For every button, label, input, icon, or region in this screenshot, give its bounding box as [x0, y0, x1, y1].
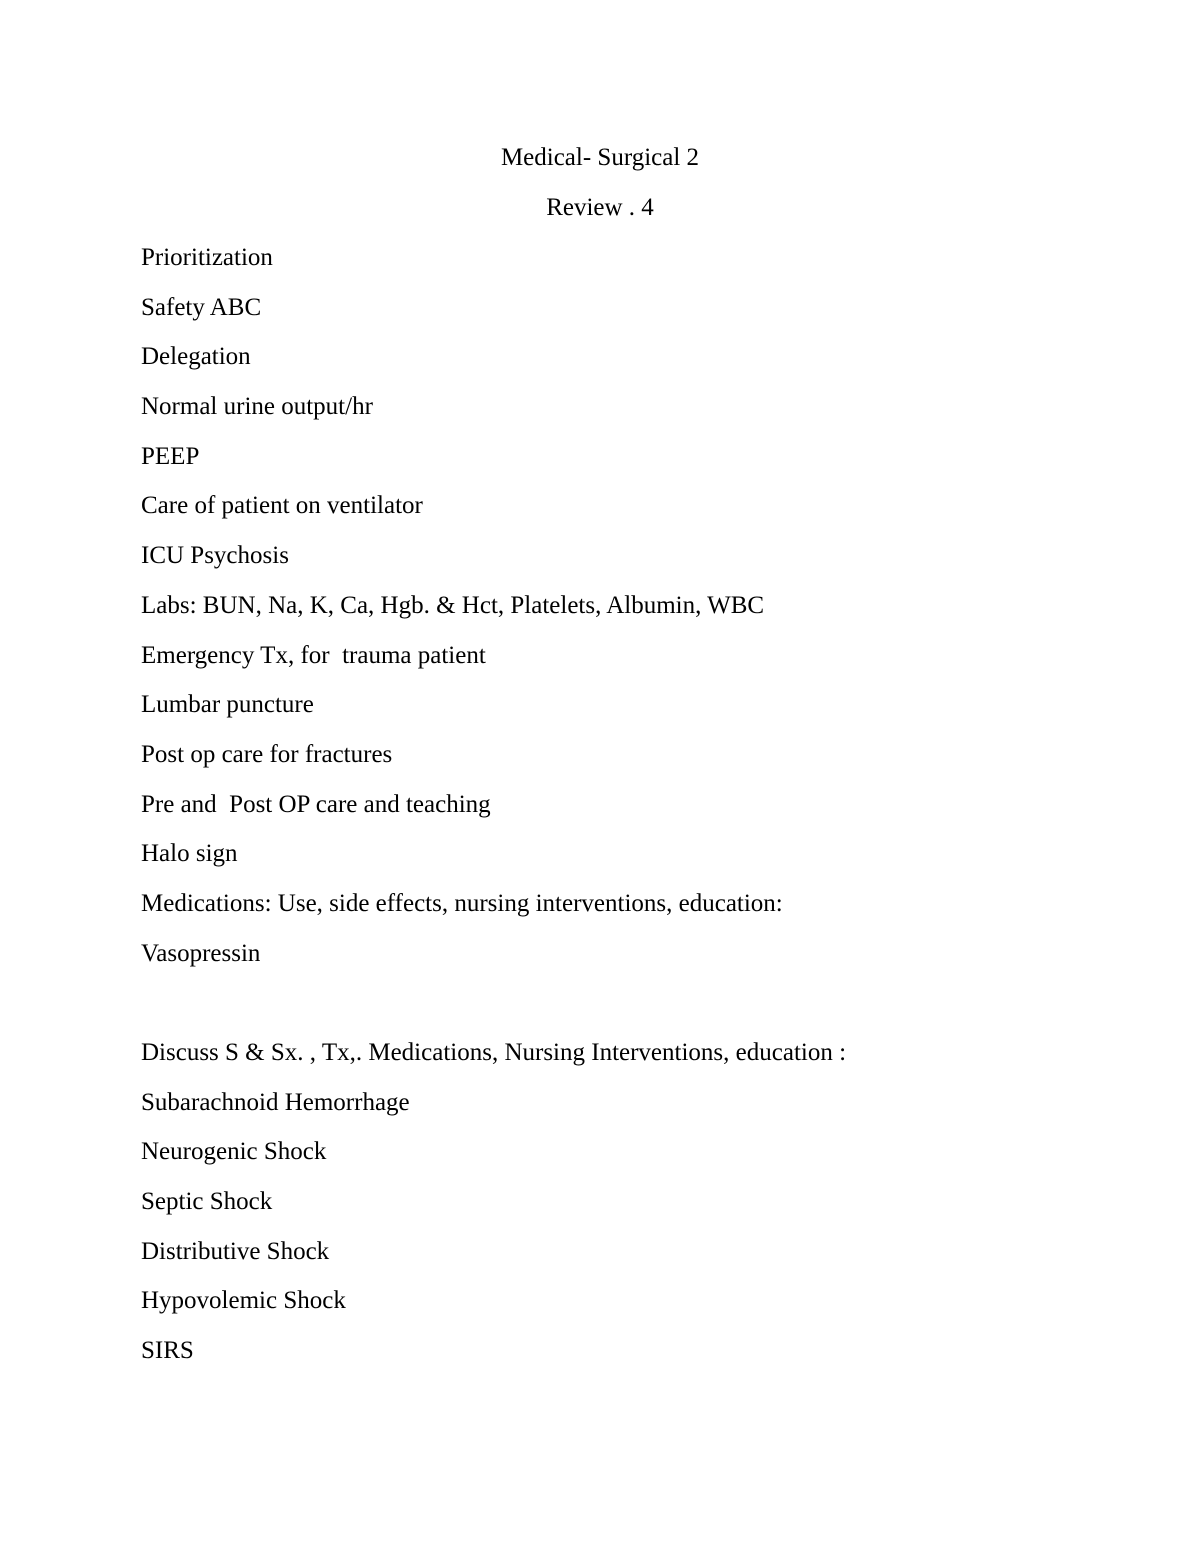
condition-item: Hypovolemic Shock [141, 1287, 346, 1315]
topic-item: PEEP [141, 442, 200, 470]
topic-item: Medications: Use, side effects, nursing interventions, education: [141, 889, 783, 917]
document-title: Medical- Surgical 2 [500, 144, 700, 171]
topic-item: Lumbar puncture [141, 691, 314, 719]
condition-item: Distributive Shock [141, 1237, 330, 1265]
document-subtitle: Review . 4 [546, 194, 654, 221]
discuss-heading: Discuss S & Sx. , Tx,. Medications, Nursing Interventions, education : [141, 1039, 847, 1066]
topic-item: Post op care for fractures [141, 740, 393, 768]
blank-line [141, 988, 1141, 1038]
topic-item: Pre and Post OP care and teaching [141, 790, 491, 818]
topic-item: Safety ABC [141, 293, 262, 321]
review-topic-list [141, 243, 1141, 1386]
condition-item: Septic Shock [141, 1188, 273, 1216]
topic-item: Care of patient on ventilator [141, 492, 423, 520]
topic-item: ICU Psychosis [141, 542, 289, 570]
topic-item: Emergency Tx, for trauma patient [141, 641, 486, 669]
condition-item: SIRS [141, 1337, 194, 1365]
topic-item: Delegation [141, 343, 251, 371]
topic-item: Vasopressin [141, 939, 261, 967]
topic-item: Halo sign [141, 840, 238, 868]
topic-item: Labs: BUN, Na, K, Ca, Hgb. & Hct, Platelets, Albumin, WBC [141, 591, 765, 619]
topic-item: Prioritization [141, 244, 273, 271]
topic-item: Normal urine output/hr [141, 393, 373, 421]
condition-item: Neurogenic Shock [141, 1138, 327, 1166]
condition-item: Subarachnoid Hemorrhage [141, 1088, 410, 1116]
